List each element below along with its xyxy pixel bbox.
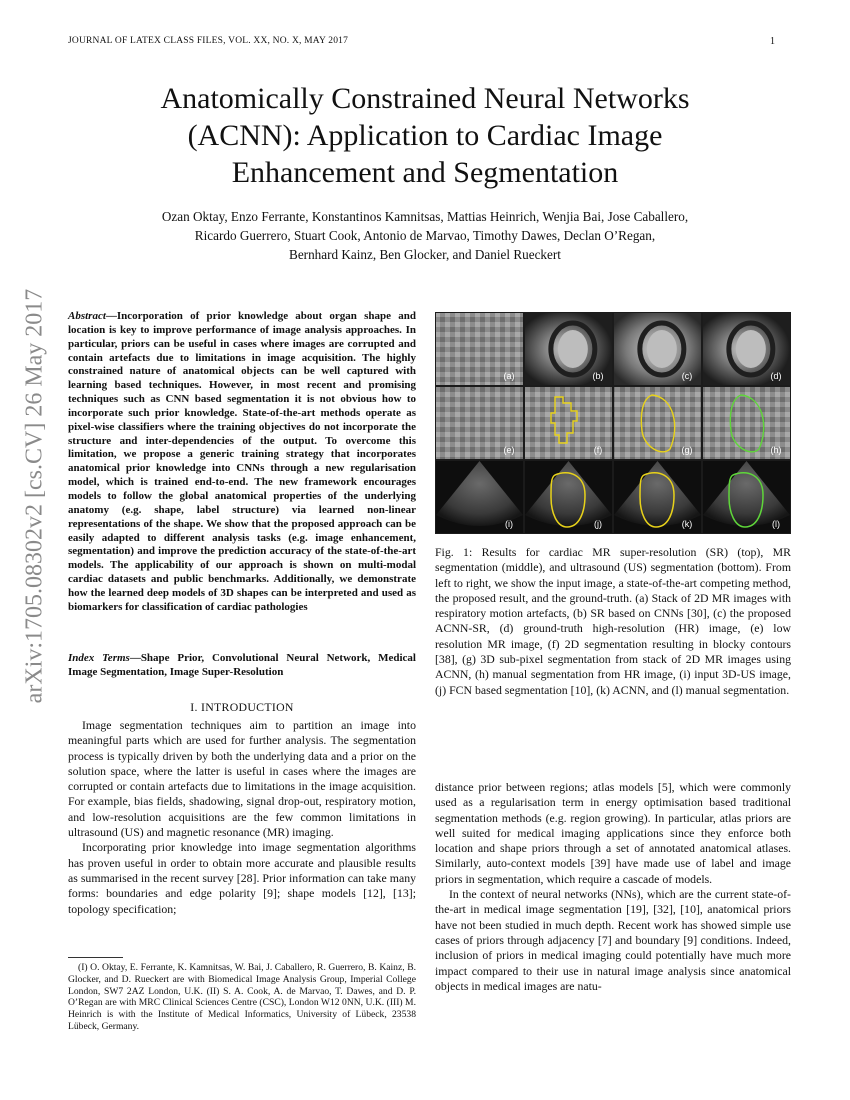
index-terms-text: —Shape Prior, Convolutional Neural Network, Medical Image Segmentation, Image Super-Resolution [68,652,416,678]
figure-panel [614,313,701,385]
panel-label: (l) [772,519,780,529]
figure-panel [436,313,523,385]
figure-panel [703,387,790,459]
author-line: Ricardo Guerrero, Stuart Cook, Antonio de Marvao, Timothy Dawes, Declan O’Regan, [194,228,656,243]
figure-panel [703,461,790,533]
panel-label: (a) [503,371,515,381]
running-header: JOURNAL OF LATEX CLASS FILES, VOL. XX, NO. X, MAY 2017 [68,36,349,46]
figure-1-image [435,312,791,534]
panel-label: (k) [681,519,693,529]
author-line: Ozan Oktay, Enzo Ferrante, Konstantinos Kamnitsas, Mattias Heinrich, Wenjia Bai, Jose Caballero, [161,209,689,224]
panel-label: (i) [505,519,513,529]
arxiv-sidebar [10,286,60,706]
figure-panel [614,461,701,533]
paper-title [60,80,790,191]
figure-panel [525,461,612,533]
section-heading: I. INTRODUCTION [190,700,294,714]
figure-panel [525,387,612,459]
title-line: (ACNN): Application to Cardiac Image [187,119,663,152]
paragraph: Incorporating prior knowledge into image segmentation algorithms has proven useful in order to obtain more accurate and plausible results as summarised in the recent survey [28]. Prior information can take many forms: boundaries and edge polarity [9]; shape models [12], [13]; topology specification; [68,840,416,916]
index-terms-label: Index Terms [68,652,130,664]
panel-label: (d) [770,371,782,381]
arxiv-identifier: arXiv:1705.08302v2 [cs.CV] 26 May 2017 [21,288,48,704]
panel-label: (e) [503,445,515,455]
panel-label: (f) [593,445,603,455]
footnote-rule [68,957,123,958]
figure-panel [436,461,523,533]
author-list [60,207,790,264]
title-line: Enhancement and Segmentation [231,156,619,189]
panel-label: (c) [681,371,693,381]
figure-panel [436,387,523,459]
panel-label: (g) [681,445,693,455]
abstract [68,310,416,615]
panel-label: (h) [770,445,782,455]
author-line: Bernhard Kainz, Ben Glocker, and Daniel Rueckert [289,247,561,262]
index-terms [68,652,416,680]
figure-1 [435,312,791,534]
abstract-label: Abstract [68,310,106,322]
figure-caption: Fig. 1: Results for cardiac MR super-resolution (SR) (top), MR segmentation (middle), and ultrasound (US) segmentation (bottom). From left to right, we show the input image, a state-of-the-art competing method, the proposed result, and the ground-truth. (a) Stack of 2D MR images with respiratory motion artefacts, (b) SR based on CNNs [30], (c) the proposed ACNN-SR, (d) ground-truth high-resolution (HR) image, (e) low resolution MR image, (f) 2D segmentation resulting in blocky contours [38], (g) 3D sub-pixel segmentation from stack of 2D MR images using ACNN, (h) manual segmentation from HR image, (i) input 3D-US image, (j) FCN based segmentation [10], (k) ACNN, and (l) manual segmentation. [435,545,791,697]
figure-panel [703,313,790,385]
figure-panel [525,313,612,385]
abstract-text: —Incorporation of prior knowledge about organ shape and location is key to improve performance of image analysis approaches. In particular, priors can be useful in cases where images are corrupted and contain artefacts due to limitations in image acquisition. The highly constrained nature of anatomical objects can be well captured with learning based techniques. However, in most recent and promising techniques such as CNN based segmentation it is not obvious how to incorporate such prior knowledge. State-of-the-art methods operate as pixel-wise classifiers where the training objectives do not incorporate the structure and inter-dependencies of the output. To overcome this limitation, we propose a generic training strategy that incorporates anatomical prior knowledge into CNNs through a new regularisation model, which is trained end-to-end. The new framework encourages models to follow the global anatomical properties of the underlying anatomy (e.g. shape, label structure) via learned non-linear representations of the shape. We show that the proposed approach can be easily adapted to different analysis tasks (e.g. image enhancement, segmentation) and improve the prediction accuracy of the state-of-the-art models. The applicability of our approach is shown on multi-modal cardiac datasets and public benchmarks. Additionally, we demonstrate how the learned deep models of 3D shapes can be interpreted and used as biomarkers for classification of cardiac pathologies [68,310,416,613]
figure-panel [614,387,701,459]
introduction-body [68,718,416,917]
paragraph: In the context of neural networks (NNs), which are the current state-of-the-art in medical image segmentation [19], [32], [10], anatomical priors have not been studied in much depth. Recent work has showed simple use cases of priors through adjacency [7] and boundary [9] conditions. Indeed, inclusion of priors in medical imaging could potentially have much more impact compared to their use in natural image analysis since anatomical objects in medical images are natu- [435,887,791,993]
paragraph: Image segmentation techniques aim to partition an image into meaningful parts which are used for further analysis. The segmentation process is typically driven by both the underlying data and a prior on the solution space, where the latter is useful in cases where the images are corrupted or contain artefacts due to limitations in the image acquisition. For example, bias fields, shadowing, signal drop-out, respiratory motion, and low-resolution acquisitions are the few common limitations in ultrasound (US) and magnetic resonance (MR) imaging. [68,718,416,840]
paragraph: distance prior between regions; atlas models [5], which were commonly used as a regularisation term in energy optimisation based traditional segmentation methods (e.g. region growing). In particular, atlas priors are well suited for medical imaging applications since they enforce both location and shape priors through a set of annotated anatomical atlases. Similarly, auto-context models [39] have made use of label and image priors in segmentation, which require a cascade of models. [435,780,791,886]
panel-label: (j) [594,519,602,529]
footnote [68,962,416,1033]
panel-label: (b) [592,371,604,381]
page-number: 1 [770,36,775,47]
footnote-text: (I) O. Oktay, E. Ferrante, K. Kamnitsas, W. Bai, J. Caballero, R. Guerrero, B. Kainz, B. Glocker, and D. Rueckert are with Biomedical Image Analysis Group, Imperial College London, SW7 2AZ London, U.K. (II) S. A. Cook, A. de Marvao, T. Dawes, and D. P. O’Regan are with MRC Clinical Sciences Centre (CSC), London W12 0NN, U.K. (III) M. Heinrich is with the Institute of Medical Informatics, University of Lübeck, 23538 Lübeck, Germany. [68,962,416,1032]
right-column-body [435,780,791,994]
title-line: Anatomically Constrained Neural Networks [160,82,690,115]
